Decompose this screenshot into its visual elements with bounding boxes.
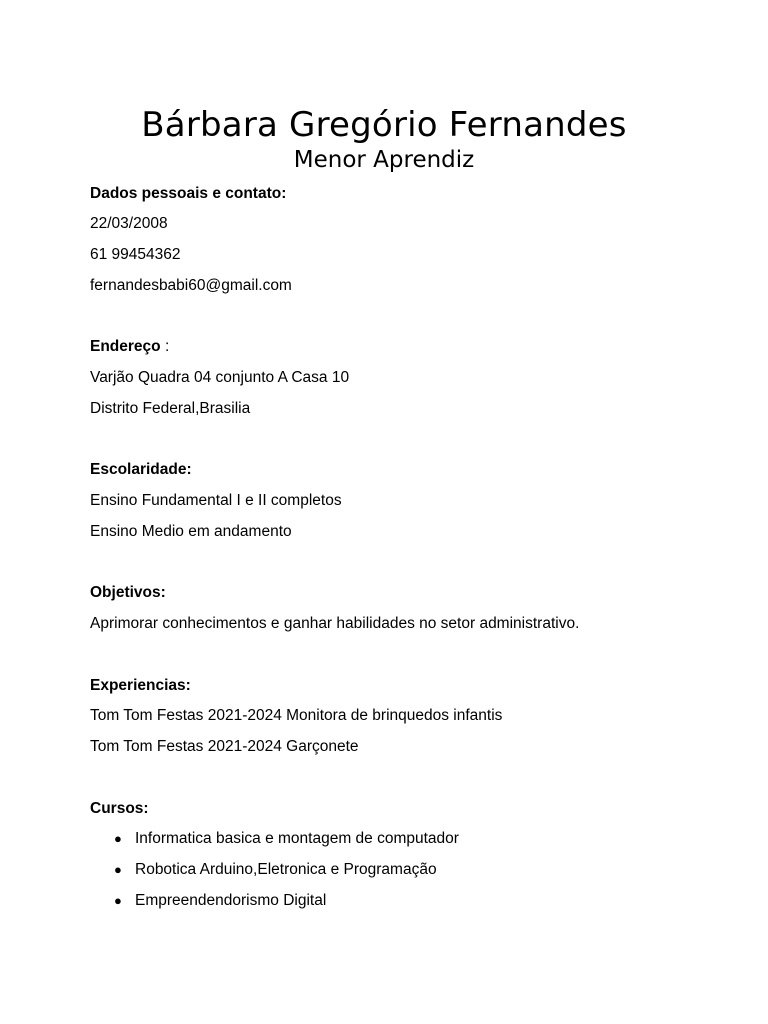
address-line-1: Varjão Quadra 04 conjunto A Casa 10	[90, 369, 350, 386]
candidate-role: Menor Aprendiz	[293, 147, 475, 173]
address-heading-line	[90, 337, 169, 357]
course-item: Informatica basica e montagem de computador	[135, 830, 459, 847]
education-line-2: Ensino Medio em andamento	[90, 523, 292, 540]
address-heading: Endereço	[90, 338, 161, 355]
address-heading-suffix: :	[160, 338, 170, 355]
objectives-heading: Objetivos:	[90, 584, 166, 601]
bullet-icon: ●	[114, 893, 122, 908]
phone-number: 61 99454362	[90, 246, 181, 263]
bullet-icon: ●	[114, 831, 122, 846]
birth-date: 22/03/2008	[90, 215, 168, 232]
experience-item: Tom Tom Festas 2021-2024 Monitora de brinquedos infantis	[90, 707, 503, 724]
objectives-text: Aprimorar conhecimentos e ganhar habilidades no setor administrativo.	[90, 615, 580, 632]
course-item: Robotica Arduino,Eletronica e Programação	[135, 861, 437, 878]
education-line-1: Ensino Fundamental I e II completos	[90, 492, 342, 509]
experience-item: Tom Tom Festas 2021-2024 Garçonete	[90, 738, 359, 755]
courses-heading: Cursos:	[90, 800, 149, 817]
course-item: Empreendendorismo Digital	[135, 892, 327, 909]
bullet-icon: ●	[114, 862, 122, 877]
email-address: fernandesbabi60@gmail.com	[90, 277, 292, 294]
personal-heading: Dados pessoais e contato:	[90, 185, 287, 202]
experience-heading: Experiencias:	[90, 677, 191, 694]
address-line-2: Distrito Federal,Brasilia	[90, 400, 251, 417]
candidate-name: Bárbara Gregório Fernandes	[141, 105, 627, 145]
education-heading: Escolaridade:	[90, 461, 192, 478]
